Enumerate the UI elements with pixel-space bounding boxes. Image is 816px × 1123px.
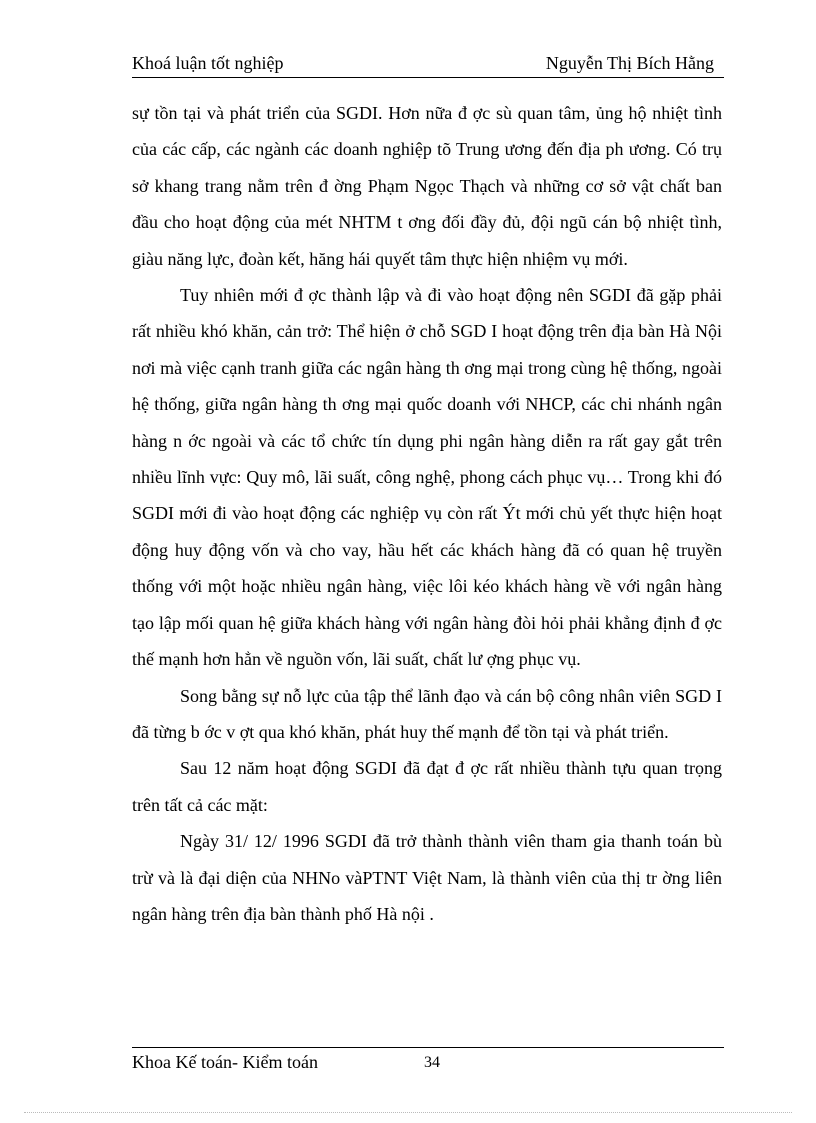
paragraph-2: Tuy nhiên mới đ ợc thành lập và đi vào hoạt động nên SGDI đã gặp phải rất nhiều khó khăn, cản trở: Thể hiện ở chỗ SGD I hoạt động trên địa bàn Hà Nội nơi mà việc cạnh tranh giữa các ngân hàng th ơng mại trong cùng hệ thống, ngoài hệ thống, giữa ngân hàng th ơng mại quốc doanh với NHCP, các chi nhánh ngân hàng n ớc ngoài và các tổ chức tín dụng phi ngân hàng diễn ra rất gay gắt trên nhiều lĩnh vực: Quy mô, lãi suất, công nghệ, phong cách phục vụ… Trong khi đó SGDI mới đi vào hoạt động các nghiệp vụ còn rất Ýt mới chủ yết thực hiện hoạt động huy động vốn và cho vay, hầu hết các khách hàng đã có quan hệ truyền thống với một hoặc nhiều ngân hàng, việc lôi kéo khách hàng về với ngân hàng tạo lập mối quan hệ giữa khách hàng với ngân hàng đòi hỏi phải khẳng định đ ợc thế mạnh hơn hẳn về nguồn vốn, lãi suất, chất lư ợng phục vụ.: [132, 285, 722, 670]
page-number: 34: [424, 1054, 440, 1071]
page-header: [132, 53, 724, 78]
header-thesis-title: Khoá luận tốt nghiệp: [132, 53, 284, 73]
paragraph-3: Song bằng sự nỗ lực của tập thể lãnh đạo và cán bộ công nhân viên SGD I đã từng b ớc v ợt qua khó khăn, phát huy thế mạnh để tồn tại và phát triển.: [132, 685, 722, 742]
paragraph-1: sự tồn tại và phát triển của SGDI. Hơn nữa đ ợc sù quan tâm, ủng hộ nhiệt tình của các cấp, các ngành các doanh nghiệp tõ Trung ương đến địa ph ương. Có trụ sở khang trang nằm trên đ ờng Phạm Ngọc Thạch và những cơ sở vật chất ban đầu cho hoạt động của mét NHTM t ơng đối đầy đủ, đội ngũ cán bộ nhiệt tình, giàu năng lực, đoàn kết, hăng hái quyết tâm thực hiện nhiệm vụ mới.: [132, 103, 722, 269]
page-footer: [132, 1047, 724, 1078]
paragraph-4: Sau 12 năm hoạt động SGDI đã đạt đ ợc rất nhiều thành tựu quan trọng trên tất cả các mặt:: [132, 758, 722, 815]
paragraph-5: Ngày 31/ 12/ 1996 SGDI đã trở thành thành viên tham gia thanh toán bù trừ và là đại diện của NHNo vàPTNT Việt Nam, là thành viên của thị tr ờng liên ngân hàng trên địa bàn thành phố Hà nội .: [132, 831, 722, 924]
footer-department: Khoa Kế toán- Kiểm toán: [132, 1052, 318, 1072]
header-author-name: Nguyễn Thị Bích Hằng: [545, 53, 714, 73]
page-bottom-dotted-rule: [24, 1112, 792, 1113]
body-text: [132, 95, 722, 932]
